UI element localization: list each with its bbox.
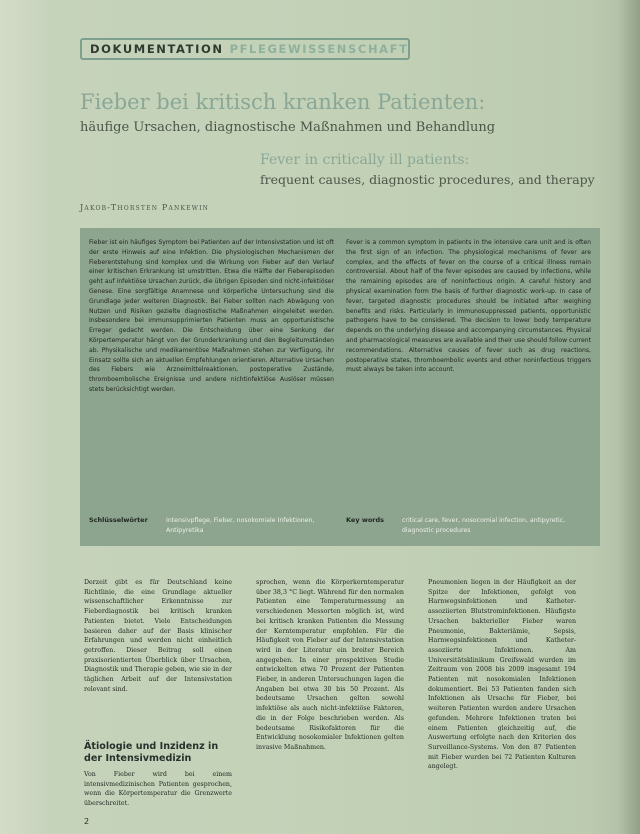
abstract-en: Fever is a common symptom in patients in the intensive care unit and is often the first sign of an infection. The physiological mechanisms of fever are complex, and the effects of fever on the course of a critical illness remain controversial. About half of the fever episodes are caused by infections, while the remaining episodes are of noninfectious origin. A careful history and physical examination form the basis of further diagnostic work-up. In case of fever, targeted diagnostic procedures should be initiated after weighing benefits and risks. Particularly in immunosuppressed patients, opportunistic pathogens have to be considered. The decision to lower body temperature depends on the underlying disease and accompanying circumstances. Physical and pharmacological measures are available and their use should follow current recommendations. Alternative causes of fever such as drug reactions, postoperative states, thromboembolic events and other noninfectious triggers must always be taken into account. — [346, 239, 591, 374]
keywords-en: critical care, fever, nosocomial infection, antipyretic, diagnostic procedures — [402, 517, 566, 534]
keywords-de: Intensivpflege, Fieber, nosokomiale Infektionen, Antipyretika — [166, 517, 315, 534]
abstract-box — [80, 228, 600, 546]
article-subtitle-en: frequent causes, diagnostic procedures, and therapy — [260, 172, 595, 187]
section-heading-aetiologie: Ätiologie und Inzidenz in der Intensivmedizin — [84, 741, 219, 764]
article-title-de: Fieber bei kritisch kranken Patienten: — [80, 90, 486, 114]
keywords-label-en: Key words — [346, 516, 385, 524]
section-kicker-topic: PFLEGEWISSENSCHAFT — [229, 42, 409, 56]
page-binding-shadow — [618, 0, 640, 834]
abstract-de: Fieber ist ein häufiges Symptom bei Patienten auf der Intensivstation und ist oft der erste Hinweis auf eine Infektion. Die physiologischen Mechanismen der Fieberentstehung sind komplex und die Wirkung von Fieber auf den Verlauf einer kritischen Erkrankung ist umstritten. Etwa die Hälfte der Fieberepisoden geht auf infektiöse Ursachen zurück, die übrigen Episoden sind nicht-infektiöser Genese. Eine sorgfältige Anamnese und körperliche Untersuchung sind die Grundlage jeder weiteren Diagnostik. Bei Fieber sollten nach Abwägung von Nutzen und Risiken gezielte diagnostische Maßnahmen eingeleitet werden. Insbesondere bei immunsupprimierten Patienten muss an opportunistische Erreger gedacht werden. Die Entscheidung über eine Senkung der Körpertemperatur hängt von der Grunderkrankung und den Begleitumständen ab. Physikalische und medikamentöse Maßnahmen stehen zur Verfügung, ihr Einsatz sollte sich an aktuellen Empfehlungen orientieren. Alternative Ursachen des Fiebers wie Arzneimittelreaktionen, postoperative Zustände, thromboembolische Ereignisse und andere nichtinfektiöse Auslöser müssen stets berücksichtigt werden. — [89, 239, 334, 393]
body-column-2: sprochen, wenn die Körperkerntemperatur über 38,3 °C liegt. Während für den normalen Patienten eine Temperaturmessung an verschiedenen Messorten möglich ist, wird bei kritisch kranken Patienten die Messung der Kerntemperatur empfohlen. Für die Häufigkeit von Fieber auf der Intensivstation wird in der Literatur ein breiter Bereich angegeben. In einer prospektiven Studie entwickelten etwa 70 Prozent der Patienten Fieber, in anderen Untersuchungen lagen die Angaben bei etwa 30 bis 50 Prozent. Als bedeutsame Ursachen gelten sowohl infektiöse als auch nicht-infektiöse Faktoren, die in der Folge beschrieben werden. Als bedeutsame Risikofaktoren für die Entwicklung nosokomialer Infektionen gelten invasive Maßnahmen. — [256, 579, 404, 751]
section-header — [80, 38, 410, 60]
article-title-en: Fever in critically ill patients: — [260, 152, 470, 168]
article-subtitle-de: häufige Ursachen, diagnostische Maßnahmen und Behandlung — [80, 120, 496, 135]
page-number: 2 — [84, 817, 90, 826]
body-column-3: Pneumonien liegen in der Häufigkeit an der Spitze der Infektionen, gefolgt von Harnwegsinfektionen und Katheter-assoziierten Blutstrominfektionen. Häufigste Ursachen bakterieller Fieber waren Pneumonie, Bakteriämie, Sepsis, Harnwegsinfektionen und Katheter-assoziierte Infektionen. Am Universitätsklinikum Greifswald wurden im Zeitraum von 2008 bis 2009 insgesamt 194 Patienten mit nosokomialen Infektionen dokumentiert. Bei 53 Patienten fanden sich Infektionen als Ursache für Fieber, bei weiteren Patienten wurden andere Ursachen gefunden. Mehrere Infektionen traten bei einem Patienten gleichzeitig auf, die Auswertung erfolgte nach den Kriterien des Surveillance-Systems. Von den 87 Patienten mit Fieber wurden bei 72 Patienten Kulturen angelegt. — [428, 579, 576, 771]
article-author: Jakob-Thorsten Pankewin — [80, 203, 210, 212]
body-column-1-continued: Von Fieber wird bei einem intensivmedizinischen Patienten gesprochen, wenn die Körpertemperatur die Grenzwerte überschreitet. — [84, 771, 232, 808]
keywords-label-de: Schlüsselwörter — [89, 516, 148, 524]
body-column-1: Derzeit gibt es für Deutschland keine Richtlinie, die eine Grundlage aktueller wissenschaftlicher Erkenntnisse zur Fieberdiagnostik bei kritisch kranken Patienten bietet. Viele Entscheidungen basieren daher auf der Basis klinischer Erfahrungen und werden nicht einheitlich getroffen. Dieser Beitrag soll einen praxisorientierten Überblick über Ursachen, Diagnostik und Therapie geben, wie sie in der täglichen Arbeit auf der Intensivstation relevant sind. — [84, 579, 232, 693]
section-kicker: DOKUMENTATION — [90, 42, 224, 56]
